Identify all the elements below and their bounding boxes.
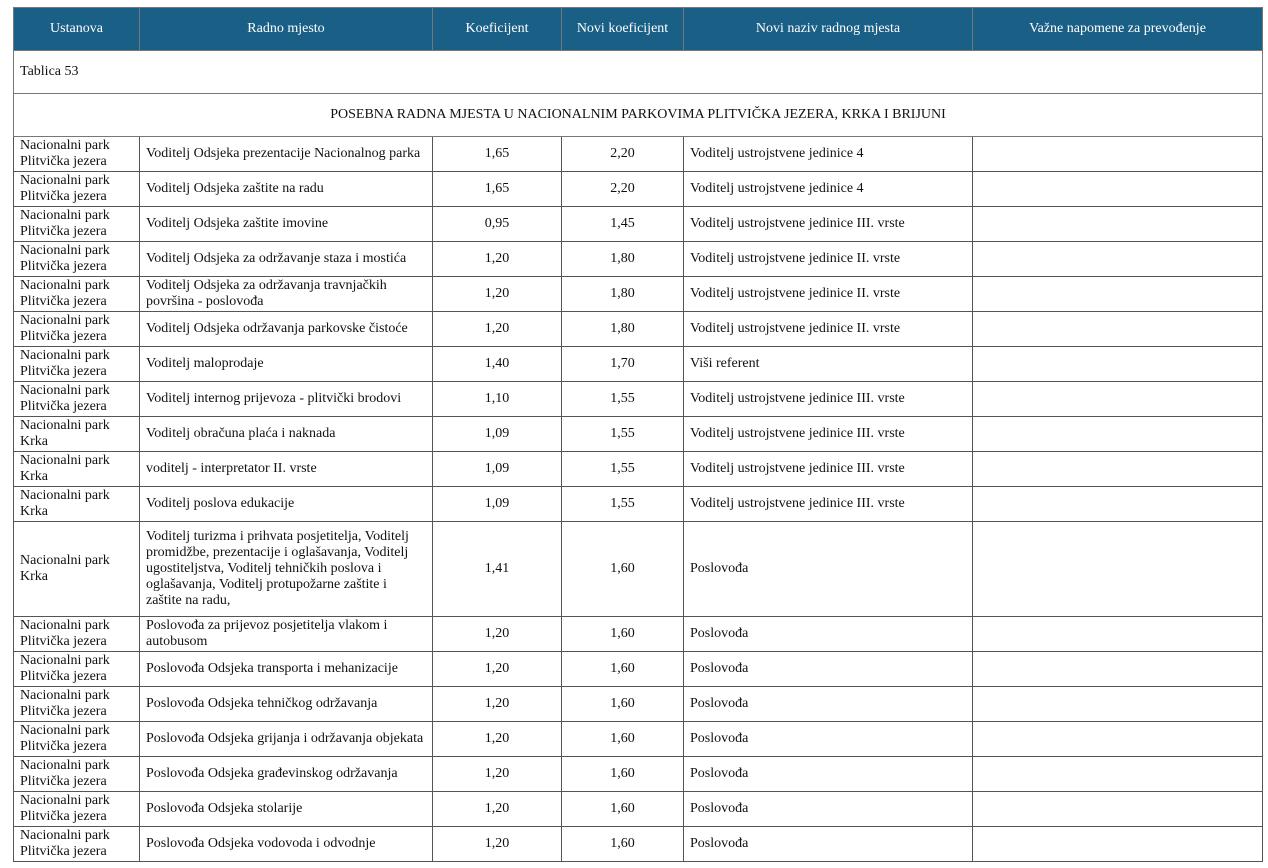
cell-koeficijent: 1,20 <box>433 312 562 347</box>
cell-novi-naziv: Voditelj ustrojstvene jedinice III. vrste <box>684 382 973 417</box>
cell-novi-naziv: Voditelj ustrojstvene jedinice III. vrste <box>684 207 973 242</box>
cell-radno-mjesto: Poslovođa Odsjeka stolarije <box>140 792 433 827</box>
cell-napomene <box>973 172 1263 207</box>
cell-koeficijent: 0,95 <box>433 207 562 242</box>
cell-novi-naziv: Poslovođa <box>684 827 973 862</box>
table-row <box>14 617 1263 652</box>
cell-ustanova: Nacionalni park Plitvička jezera <box>14 792 140 827</box>
table-row <box>14 487 1263 522</box>
cell-koeficijent: 1,40 <box>433 347 562 382</box>
cell-ustanova: Nacionalni park Krka <box>14 452 140 487</box>
cell-napomene <box>973 617 1263 652</box>
document-table-container <box>13 7 1262 862</box>
cell-novi-koeficijent: 1,60 <box>562 652 684 687</box>
positions-table <box>13 7 1263 862</box>
table-row <box>14 827 1263 862</box>
cell-novi-naziv: Poslovođa <box>684 792 973 827</box>
table-row <box>14 242 1263 277</box>
cell-radno-mjesto: Poslovođa Odsjeka grijanja i održavanja objekata <box>140 722 433 757</box>
table-row <box>14 522 1263 617</box>
cell-novi-koeficijent: 2,20 <box>562 172 684 207</box>
cell-ustanova: Nacionalni park Plitvička jezera <box>14 687 140 722</box>
cell-novi-koeficijent: 1,60 <box>562 827 684 862</box>
cell-napomene <box>973 137 1263 172</box>
cell-novi-naziv: Poslovođa <box>684 522 973 617</box>
cell-radno-mjesto: Voditelj turizma i prihvata posjetitelja, Voditelj promidžbe, prezentacije i oglašavanja, Voditelj ugostiteljstva, Voditelj tehničkih poslova i oglašavanja, Voditelj protupožarne zaštite i zaštite na radu, <box>140 522 433 617</box>
cell-ustanova: Nacionalni park Plitvička jezera <box>14 312 140 347</box>
table-row <box>14 137 1263 172</box>
cell-novi-koeficijent: 1,60 <box>562 792 684 827</box>
header-napomene: Važne napomene za prevođenje <box>973 8 1263 51</box>
cell-napomene <box>973 652 1263 687</box>
table-row <box>14 207 1263 242</box>
cell-radno-mjesto: Voditelj Odsjeka zaštite imovine <box>140 207 433 242</box>
cell-ustanova: Nacionalni park Plitvička jezera <box>14 172 140 207</box>
cell-radno-mjesto: Voditelj poslova edukacije <box>140 487 433 522</box>
cell-novi-koeficijent: 1,55 <box>562 417 684 452</box>
cell-radno-mjesto: Poslovođa Odsjeka transporta i mehanizacije <box>140 652 433 687</box>
table-row <box>14 792 1263 827</box>
cell-ustanova: Nacionalni park Krka <box>14 417 140 452</box>
table-row <box>14 757 1263 792</box>
table-title: POSEBNA RADNA MJESTA U NACIONALNIM PARKOVIMA PLITVIČKA JEZERA, KRKA I BRIJUNI <box>14 94 1263 137</box>
cell-novi-koeficijent: 1,80 <box>562 242 684 277</box>
cell-napomene <box>973 522 1263 617</box>
cell-napomene <box>973 207 1263 242</box>
cell-ustanova: Nacionalni park Plitvička jezera <box>14 137 140 172</box>
cell-ustanova: Nacionalni park Plitvička jezera <box>14 757 140 792</box>
cell-koeficijent: 1,41 <box>433 522 562 617</box>
table-row <box>14 452 1263 487</box>
cell-koeficijent: 1,20 <box>433 722 562 757</box>
cell-novi-koeficijent: 1,80 <box>562 312 684 347</box>
cell-koeficijent: 1,20 <box>433 242 562 277</box>
cell-napomene <box>973 417 1263 452</box>
header-koeficijent: Koeficijent <box>433 8 562 51</box>
cell-novi-koeficijent: 2,20 <box>562 137 684 172</box>
cell-novi-koeficijent: 1,70 <box>562 347 684 382</box>
cell-napomene <box>973 452 1263 487</box>
header-novi-koeficijent: Novi koeficijent <box>562 8 684 51</box>
cell-napomene <box>973 242 1263 277</box>
cell-ustanova: Nacionalni park Plitvička jezera <box>14 722 140 757</box>
cell-radno-mjesto: Voditelj Odsjeka održavanja parkovske čistoće <box>140 312 433 347</box>
cell-novi-naziv: Voditelj ustrojstvene jedinice III. vrste <box>684 417 973 452</box>
table-row <box>14 312 1263 347</box>
cell-novi-naziv: Voditelj ustrojstvene jedinice 4 <box>684 137 973 172</box>
cell-napomene <box>973 827 1263 862</box>
cell-novi-koeficijent: 1,55 <box>562 452 684 487</box>
cell-novi-koeficijent: 1,80 <box>562 277 684 312</box>
cell-novi-naziv: Voditelj ustrojstvene jedinice 4 <box>684 172 973 207</box>
cell-ustanova: Nacionalni park Plitvička jezera <box>14 827 140 862</box>
cell-koeficijent: 1,20 <box>433 617 562 652</box>
cell-novi-koeficijent: 1,60 <box>562 522 684 617</box>
cell-novi-koeficijent: 1,55 <box>562 487 684 522</box>
cell-ustanova: Nacionalni park Plitvička jezera <box>14 242 140 277</box>
cell-novi-naziv: Poslovođa <box>684 652 973 687</box>
cell-koeficijent: 1,20 <box>433 757 562 792</box>
cell-ustanova: Nacionalni park Plitvička jezera <box>14 652 140 687</box>
cell-novi-naziv: Voditelj ustrojstvene jedinice II. vrste <box>684 277 973 312</box>
cell-novi-naziv: Voditelj ustrojstvene jedinice III. vrste <box>684 487 973 522</box>
cell-novi-naziv: Poslovođa <box>684 757 973 792</box>
cell-ustanova: Nacionalni park Krka <box>14 487 140 522</box>
cell-radno-mjesto: Voditelj Odsjeka za održavanje staza i mostića <box>140 242 433 277</box>
cell-novi-naziv: Voditelj ustrojstvene jedinice II. vrste <box>684 312 973 347</box>
cell-novi-naziv: Voditelj ustrojstvene jedinice II. vrste <box>684 242 973 277</box>
cell-radno-mjesto: Poslovođa Odsjeka vodovoda i odvodnje <box>140 827 433 862</box>
cell-koeficijent: 1,65 <box>433 172 562 207</box>
table-row <box>14 722 1263 757</box>
cell-radno-mjesto: Poslovođa Odsjeka građevinskog održavanja <box>140 757 433 792</box>
cell-ustanova: Nacionalni park Plitvička jezera <box>14 382 140 417</box>
cell-koeficijent: 1,20 <box>433 652 562 687</box>
cell-ustanova: Nacionalni park Plitvička jezera <box>14 617 140 652</box>
cell-radno-mjesto: Voditelj obračuna plaća i naknada <box>140 417 433 452</box>
cell-koeficijent: 1,09 <box>433 452 562 487</box>
cell-novi-koeficijent: 1,60 <box>562 722 684 757</box>
cell-novi-naziv: Poslovođa <box>684 722 973 757</box>
cell-novi-koeficijent: 1,60 <box>562 617 684 652</box>
cell-radno-mjesto: Poslovođa za prijevoz posjetitelja vlakom i autobusom <box>140 617 433 652</box>
cell-ustanova: Nacionalni park Plitvička jezera <box>14 347 140 382</box>
cell-ustanova: Nacionalni park Krka <box>14 522 140 617</box>
cell-napomene <box>973 347 1263 382</box>
header-radno-mjesto: Radno mjesto <box>140 8 433 51</box>
cell-koeficijent: 1,65 <box>433 137 562 172</box>
cell-napomene <box>973 722 1263 757</box>
table-label: Tablica 53 <box>14 51 1263 94</box>
cell-radno-mjesto: Voditelj maloprodaje <box>140 347 433 382</box>
cell-koeficijent: 1,20 <box>433 277 562 312</box>
cell-novi-koeficijent: 1,60 <box>562 687 684 722</box>
cell-koeficijent: 1,20 <box>433 827 562 862</box>
cell-napomene <box>973 487 1263 522</box>
cell-napomene <box>973 687 1263 722</box>
cell-koeficijent: 1,20 <box>433 792 562 827</box>
cell-radno-mjesto: voditelj - interpretator II. vrste <box>140 452 433 487</box>
cell-napomene <box>973 382 1263 417</box>
cell-koeficijent: 1,10 <box>433 382 562 417</box>
table-row <box>14 687 1263 722</box>
cell-novi-naziv: Poslovođa <box>684 617 973 652</box>
cell-novi-naziv: Poslovođa <box>684 687 973 722</box>
cell-novi-naziv: Viši referent <box>684 347 973 382</box>
cell-radno-mjesto: Voditelj Odsjeka prezentacije Nacionalnog parka <box>140 137 433 172</box>
table-row <box>14 382 1263 417</box>
cell-koeficijent: 1,09 <box>433 487 562 522</box>
cell-napomene <box>973 792 1263 827</box>
cell-radno-mjesto: Poslovođa Odsjeka tehničkog održavanja <box>140 687 433 722</box>
cell-radno-mjesto: Voditelj Odsjeka za održavanja travnjačkih površina - poslovođa <box>140 277 433 312</box>
table-row <box>14 277 1263 312</box>
cell-novi-koeficijent: 1,60 <box>562 757 684 792</box>
cell-radno-mjesto: Voditelj internog prijevoza - plitvički brodovi <box>140 382 433 417</box>
cell-napomene <box>973 757 1263 792</box>
cell-koeficijent: 1,20 <box>433 687 562 722</box>
table-row <box>14 417 1263 452</box>
cell-ustanova: Nacionalni park Plitvička jezera <box>14 207 140 242</box>
header-ustanova: Ustanova <box>14 8 140 51</box>
header-novi-naziv: Novi naziv radnog mjesta <box>684 8 973 51</box>
cell-koeficijent: 1,09 <box>433 417 562 452</box>
cell-radno-mjesto: Voditelj Odsjeka zaštite na radu <box>140 172 433 207</box>
table-row <box>14 652 1263 687</box>
cell-novi-naziv: Voditelj ustrojstvene jedinice III. vrste <box>684 452 973 487</box>
cell-napomene <box>973 277 1263 312</box>
cell-ustanova: Nacionalni park Plitvička jezera <box>14 277 140 312</box>
table-row <box>14 172 1263 207</box>
cell-novi-koeficijent: 1,45 <box>562 207 684 242</box>
cell-novi-koeficijent: 1,55 <box>562 382 684 417</box>
table-row <box>14 347 1263 382</box>
cell-napomene <box>973 312 1263 347</box>
